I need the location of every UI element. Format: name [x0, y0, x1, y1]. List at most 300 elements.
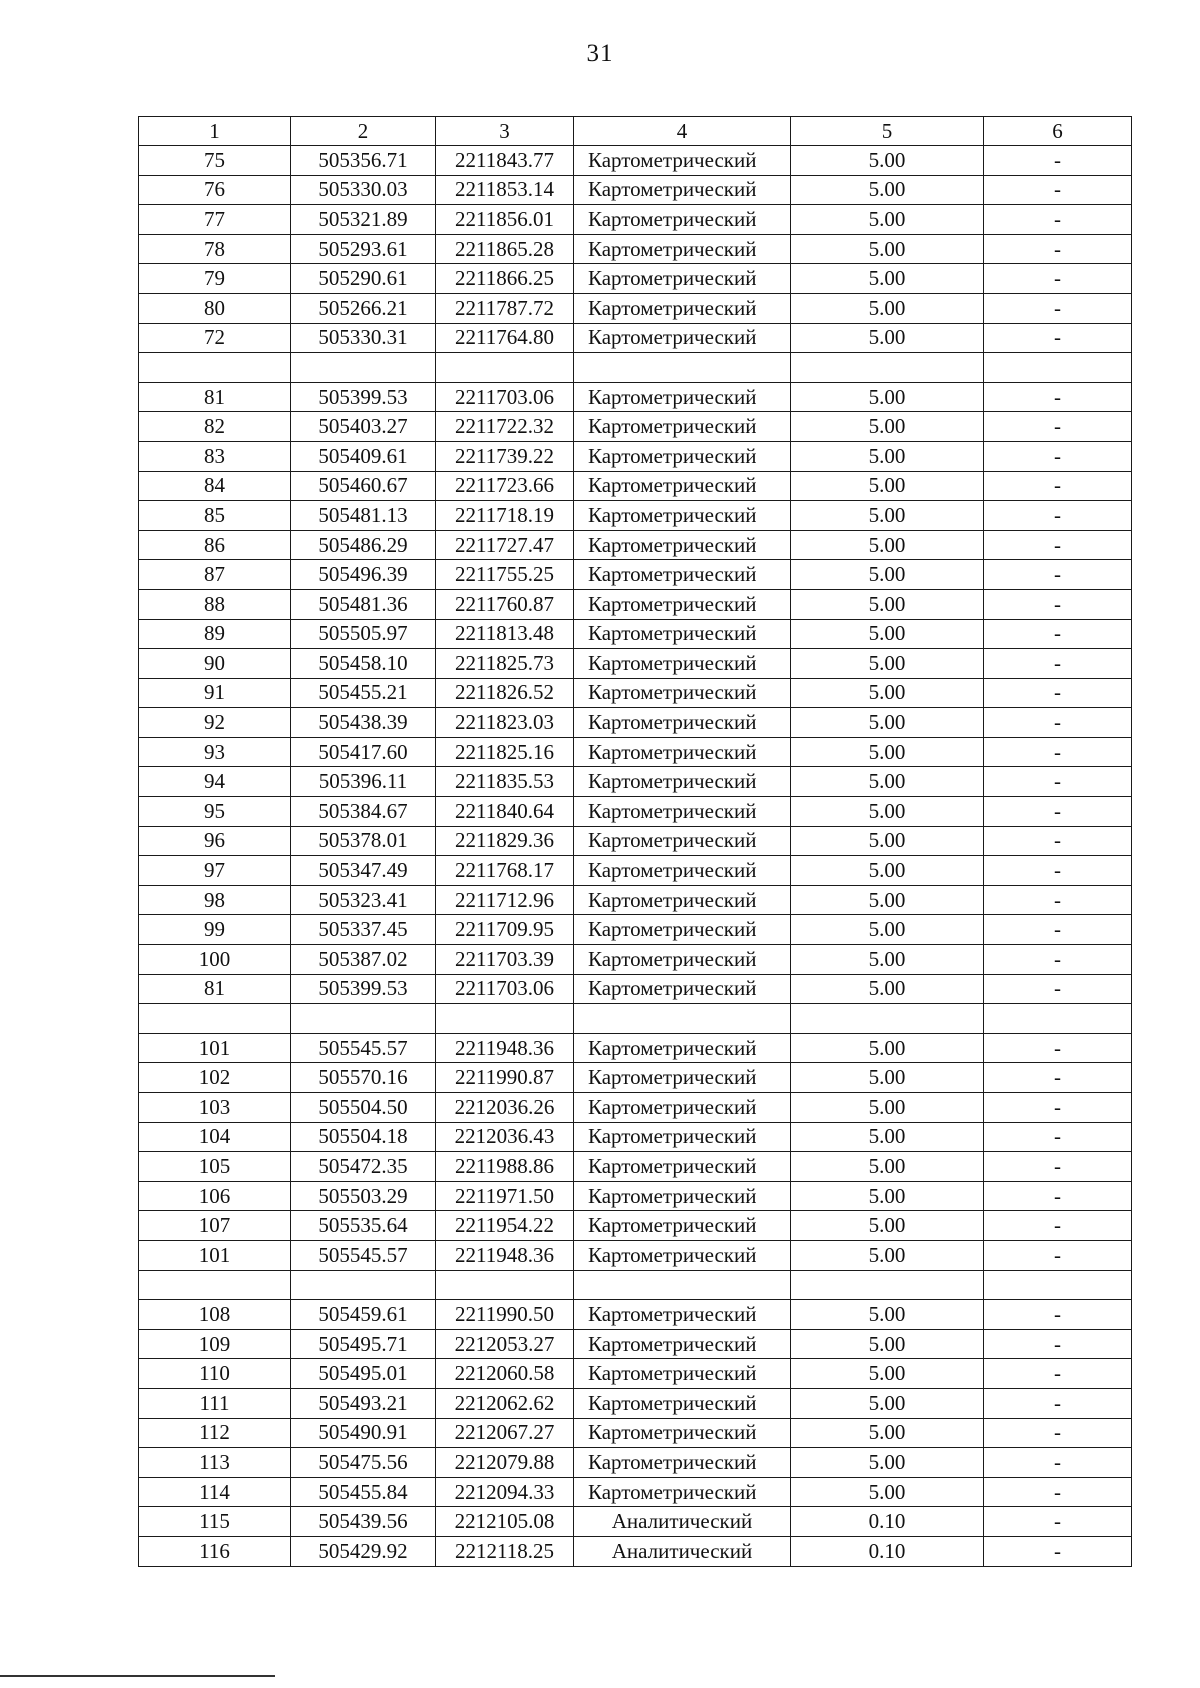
cell-method: Картометрический	[574, 323, 791, 353]
cell-y-coordinate: 2211865.28	[436, 234, 574, 264]
cell-x-coordinate: 505496.39	[291, 560, 436, 590]
cell-note: -	[984, 560, 1132, 590]
table-row	[139, 530, 1132, 560]
cell-point-number: 81	[139, 382, 291, 412]
cell-x-coordinate: 505439.56	[291, 1507, 436, 1537]
cell-note: -	[984, 974, 1132, 1004]
cell-accuracy: 5.00	[791, 1359, 984, 1389]
cell-accuracy	[791, 1270, 984, 1300]
table-row	[139, 1536, 1132, 1566]
cell-y-coordinate: 2212094.33	[436, 1477, 574, 1507]
cell-note: -	[984, 1388, 1132, 1418]
cell-y-coordinate: 2211764.80	[436, 323, 574, 353]
cell-point-number: 78	[139, 234, 291, 264]
cell-method: Картометрический	[574, 1033, 791, 1063]
cell-accuracy: 5.00	[791, 856, 984, 886]
cell-method: Картометрический	[574, 1181, 791, 1211]
cell-point-number	[139, 353, 291, 383]
cell-method: Картометрический	[574, 974, 791, 1004]
cell-accuracy: 0.10	[791, 1536, 984, 1566]
cell-method: Аналитический	[574, 1507, 791, 1537]
cell-point-number: 89	[139, 619, 291, 649]
cell-x-coordinate: 505535.64	[291, 1211, 436, 1241]
cell-note: -	[984, 1448, 1132, 1478]
cell-method: Картометрический	[574, 945, 791, 975]
cell-method: Картометрический	[574, 1477, 791, 1507]
cell-point-number: 83	[139, 441, 291, 471]
cell-note: -	[984, 1211, 1132, 1241]
cell-point-number	[139, 1270, 291, 1300]
cell-method	[574, 1004, 791, 1034]
cell-method: Картометрический	[574, 678, 791, 708]
cell-point-number: 113	[139, 1448, 291, 1478]
cell-note: -	[984, 915, 1132, 945]
cell-x-coordinate: 505495.01	[291, 1359, 436, 1389]
cell-note: -	[984, 205, 1132, 235]
table-row	[139, 264, 1132, 294]
cell-x-coordinate: 505481.13	[291, 501, 436, 531]
cell-y-coordinate: 2212105.08	[436, 1507, 574, 1537]
cell-accuracy: 5.00	[791, 146, 984, 176]
cell-note: -	[984, 1152, 1132, 1182]
cell-y-coordinate	[436, 1004, 574, 1034]
header-cell-6: 6	[984, 117, 1132, 146]
cell-note: -	[984, 264, 1132, 294]
cell-y-coordinate: 2211703.06	[436, 974, 574, 1004]
cell-point-number: 102	[139, 1063, 291, 1093]
cell-point-number: 85	[139, 501, 291, 531]
cell-note: -	[984, 471, 1132, 501]
table-row	[139, 737, 1132, 767]
cell-y-coordinate: 2211948.36	[436, 1240, 574, 1270]
table-row	[139, 293, 1132, 323]
cell-accuracy: 5.00	[791, 1448, 984, 1478]
cell-method: Картометрический	[574, 146, 791, 176]
table-row	[139, 797, 1132, 827]
table-row	[139, 1359, 1132, 1389]
cell-x-coordinate: 505545.57	[291, 1033, 436, 1063]
cell-accuracy: 5.00	[791, 826, 984, 856]
cell-point-number: 106	[139, 1181, 291, 1211]
table-row	[139, 146, 1132, 176]
cell-note: -	[984, 678, 1132, 708]
cell-point-number: 100	[139, 945, 291, 975]
table-row	[139, 1448, 1132, 1478]
cell-y-coordinate	[436, 1270, 574, 1300]
table-row	[139, 1300, 1132, 1330]
cell-point-number: 105	[139, 1152, 291, 1182]
cell-note: -	[984, 1093, 1132, 1123]
cell-method: Картометрический	[574, 797, 791, 827]
cell-note: -	[984, 885, 1132, 915]
cell-point-number: 75	[139, 146, 291, 176]
cell-y-coordinate: 2211727.47	[436, 530, 574, 560]
cell-note: -	[984, 501, 1132, 531]
cell-accuracy: 5.00	[791, 205, 984, 235]
cell-x-coordinate: 505458.10	[291, 649, 436, 679]
cell-method: Картометрический	[574, 1448, 791, 1478]
cell-y-coordinate: 2212053.27	[436, 1329, 574, 1359]
table-separator-row	[139, 353, 1132, 383]
cell-x-coordinate: 505417.60	[291, 737, 436, 767]
cell-x-coordinate: 505387.02	[291, 945, 436, 975]
cell-point-number: 98	[139, 885, 291, 915]
cell-method: Картометрический	[574, 234, 791, 264]
table-row	[139, 1152, 1132, 1182]
cell-y-coordinate: 2211722.32	[436, 412, 574, 442]
cell-accuracy: 5.00	[791, 767, 984, 797]
cell-note: -	[984, 530, 1132, 560]
cell-point-number: 101	[139, 1033, 291, 1063]
cell-point-number: 95	[139, 797, 291, 827]
cell-accuracy: 5.00	[791, 501, 984, 531]
cell-note: -	[984, 737, 1132, 767]
cell-point-number: 97	[139, 856, 291, 886]
cell-accuracy: 5.00	[791, 945, 984, 975]
cell-accuracy: 5.00	[791, 1300, 984, 1330]
cell-accuracy: 5.00	[791, 234, 984, 264]
table-row	[139, 589, 1132, 619]
cell-x-coordinate: 505384.67	[291, 797, 436, 827]
cell-y-coordinate: 2212062.62	[436, 1388, 574, 1418]
cell-point-number	[139, 1004, 291, 1034]
cell-accuracy: 5.00	[791, 619, 984, 649]
cell-note: -	[984, 1033, 1132, 1063]
cell-x-coordinate: 505266.21	[291, 293, 436, 323]
cell-y-coordinate: 2212036.43	[436, 1122, 574, 1152]
cell-point-number: 104	[139, 1122, 291, 1152]
cell-point-number: 79	[139, 264, 291, 294]
cell-method: Картометрический	[574, 826, 791, 856]
cell-point-number: 111	[139, 1388, 291, 1418]
cell-accuracy: 5.00	[791, 678, 984, 708]
cell-point-number: 115	[139, 1507, 291, 1537]
coordinates-table	[138, 116, 1132, 1567]
cell-point-number: 112	[139, 1418, 291, 1448]
cell-y-coordinate: 2211703.39	[436, 945, 574, 975]
table-row	[139, 382, 1132, 412]
cell-y-coordinate: 2211755.25	[436, 560, 574, 590]
page-number: 31	[586, 40, 614, 67]
table-header-row	[139, 117, 1132, 146]
header-cell-4: 4	[574, 117, 791, 146]
cell-point-number: 96	[139, 826, 291, 856]
table-row	[139, 915, 1132, 945]
cell-note	[984, 1270, 1132, 1300]
cell-accuracy: 5.00	[791, 1063, 984, 1093]
table-row	[139, 1240, 1132, 1270]
cell-note: -	[984, 945, 1132, 975]
cell-x-coordinate: 505459.61	[291, 1300, 436, 1330]
table-row	[139, 619, 1132, 649]
cell-note: -	[984, 1507, 1132, 1537]
cell-method: Картометрический	[574, 560, 791, 590]
cell-method	[574, 353, 791, 383]
cell-note: -	[984, 1418, 1132, 1448]
cell-point-number: 99	[139, 915, 291, 945]
cell-x-coordinate: 505570.16	[291, 1063, 436, 1093]
cell-x-coordinate: 505330.31	[291, 323, 436, 353]
cell-note: -	[984, 1181, 1132, 1211]
cell-x-coordinate: 505455.21	[291, 678, 436, 708]
cell-y-coordinate: 2211843.77	[436, 146, 574, 176]
table-row	[139, 1122, 1132, 1152]
cell-accuracy: 5.00	[791, 412, 984, 442]
table-row	[139, 1093, 1132, 1123]
cell-accuracy: 5.00	[791, 1122, 984, 1152]
cell-note: -	[984, 382, 1132, 412]
cell-method: Картометрический	[574, 856, 791, 886]
cell-method: Картометрический	[574, 1063, 791, 1093]
table-row	[139, 1388, 1132, 1418]
cell-x-coordinate: 505490.91	[291, 1418, 436, 1448]
cell-point-number: 107	[139, 1211, 291, 1241]
cell-y-coordinate: 2211856.01	[436, 205, 574, 235]
cell-note: -	[984, 649, 1132, 679]
cell-method: Картометрический	[574, 1152, 791, 1182]
cell-note: -	[984, 589, 1132, 619]
cell-x-coordinate: 505330.03	[291, 175, 436, 205]
footer-rule	[0, 1675, 275, 1677]
cell-point-number: 110	[139, 1359, 291, 1389]
cell-x-coordinate	[291, 1270, 436, 1300]
cell-method: Картометрический	[574, 619, 791, 649]
cell-method: Картометрический	[574, 293, 791, 323]
cell-method: Картометрический	[574, 1122, 791, 1152]
table-row	[139, 1329, 1132, 1359]
cell-y-coordinate: 2212036.26	[436, 1093, 574, 1123]
cell-x-coordinate: 505321.89	[291, 205, 436, 235]
cell-y-coordinate: 2211712.96	[436, 885, 574, 915]
table-row	[139, 1418, 1132, 1448]
cell-y-coordinate: 2211825.16	[436, 737, 574, 767]
cell-method: Картометрический	[574, 501, 791, 531]
cell-note: -	[984, 856, 1132, 886]
cell-point-number: 103	[139, 1093, 291, 1123]
cell-method: Картометрический	[574, 382, 791, 412]
cell-note: -	[984, 412, 1132, 442]
table-row	[139, 323, 1132, 353]
table-row	[139, 175, 1132, 205]
cell-x-coordinate: 505475.56	[291, 1448, 436, 1478]
cell-method: Картометрический	[574, 1093, 791, 1123]
table-row	[139, 767, 1132, 797]
cell-y-coordinate: 2211813.48	[436, 619, 574, 649]
cell-point-number: 92	[139, 708, 291, 738]
header-cell-2: 2	[291, 117, 436, 146]
cell-accuracy	[791, 1004, 984, 1034]
header-cell-5: 5	[791, 117, 984, 146]
cell-accuracy: 5.00	[791, 293, 984, 323]
cell-accuracy: 5.00	[791, 471, 984, 501]
cell-method: Картометрический	[574, 915, 791, 945]
cell-x-coordinate: 505403.27	[291, 412, 436, 442]
cell-note: -	[984, 293, 1132, 323]
cell-x-coordinate: 505399.53	[291, 974, 436, 1004]
cell-y-coordinate: 2211768.17	[436, 856, 574, 886]
cell-x-coordinate: 505290.61	[291, 264, 436, 294]
cell-method: Картометрический	[574, 737, 791, 767]
cell-y-coordinate: 2211826.52	[436, 678, 574, 708]
cell-x-coordinate: 505347.49	[291, 856, 436, 886]
cell-y-coordinate: 2211739.22	[436, 441, 574, 471]
cell-y-coordinate: 2212067.27	[436, 1418, 574, 1448]
cell-x-coordinate: 505399.53	[291, 382, 436, 412]
cell-note: -	[984, 826, 1132, 856]
cell-point-number: 88	[139, 589, 291, 619]
cell-method: Картометрический	[574, 1418, 791, 1448]
table-row	[139, 1477, 1132, 1507]
cell-point-number: 76	[139, 175, 291, 205]
table-row	[139, 1211, 1132, 1241]
cell-x-coordinate: 505481.36	[291, 589, 436, 619]
cell-note	[984, 353, 1132, 383]
cell-x-coordinate: 505545.57	[291, 1240, 436, 1270]
cell-accuracy: 5.00	[791, 560, 984, 590]
cell-accuracy: 5.00	[791, 1093, 984, 1123]
cell-note: -	[984, 619, 1132, 649]
table-row	[139, 1181, 1132, 1211]
cell-accuracy: 5.00	[791, 1211, 984, 1241]
cell-accuracy: 5.00	[791, 264, 984, 294]
cell-y-coordinate: 2211760.87	[436, 589, 574, 619]
cell-accuracy: 5.00	[791, 1240, 984, 1270]
cell-y-coordinate: 2211948.36	[436, 1033, 574, 1063]
cell-method: Картометрический	[574, 530, 791, 560]
table-row	[139, 412, 1132, 442]
cell-x-coordinate	[291, 1004, 436, 1034]
cell-method: Картометрический	[574, 1388, 791, 1418]
cell-note: -	[984, 797, 1132, 827]
table-row	[139, 678, 1132, 708]
cell-point-number: 94	[139, 767, 291, 797]
cell-accuracy: 5.00	[791, 974, 984, 1004]
cell-y-coordinate: 2211971.50	[436, 1181, 574, 1211]
cell-method: Картометрический	[574, 589, 791, 619]
table-row	[139, 1033, 1132, 1063]
cell-note: -	[984, 1536, 1132, 1566]
cell-point-number: 82	[139, 412, 291, 442]
cell-method: Картометрический	[574, 1211, 791, 1241]
cell-x-coordinate: 505337.45	[291, 915, 436, 945]
cell-point-number: 101	[139, 1240, 291, 1270]
cell-y-coordinate: 2211787.72	[436, 293, 574, 323]
cell-note: -	[984, 708, 1132, 738]
cell-x-coordinate: 505460.67	[291, 471, 436, 501]
cell-y-coordinate: 2211825.73	[436, 649, 574, 679]
cell-x-coordinate: 505409.61	[291, 441, 436, 471]
cell-note: -	[984, 1122, 1132, 1152]
cell-y-coordinate: 2211703.06	[436, 382, 574, 412]
cell-y-coordinate: 2211990.87	[436, 1063, 574, 1093]
cell-accuracy: 5.00	[791, 589, 984, 619]
cell-accuracy: 0.10	[791, 1507, 984, 1537]
cell-accuracy: 5.00	[791, 737, 984, 767]
cell-note: -	[984, 1240, 1132, 1270]
cell-point-number: 84	[139, 471, 291, 501]
cell-y-coordinate: 2211866.25	[436, 264, 574, 294]
cell-method: Картометрический	[574, 708, 791, 738]
cell-point-number: 114	[139, 1477, 291, 1507]
table-row	[139, 856, 1132, 886]
cell-accuracy: 5.00	[791, 1152, 984, 1182]
cell-note: -	[984, 1329, 1132, 1359]
cell-note: -	[984, 1359, 1132, 1389]
cell-x-coordinate: 505438.39	[291, 708, 436, 738]
cell-note: -	[984, 1063, 1132, 1093]
cell-point-number: 109	[139, 1329, 291, 1359]
cell-method: Картометрический	[574, 205, 791, 235]
table-row	[139, 826, 1132, 856]
cell-accuracy: 5.00	[791, 175, 984, 205]
cell-accuracy: 5.00	[791, 1418, 984, 1448]
cell-accuracy	[791, 353, 984, 383]
cell-accuracy: 5.00	[791, 323, 984, 353]
cell-accuracy: 5.00	[791, 441, 984, 471]
cell-method: Картометрический	[574, 1300, 791, 1330]
table-separator-row	[139, 1270, 1132, 1300]
cell-method	[574, 1270, 791, 1300]
cell-x-coordinate: 505504.18	[291, 1122, 436, 1152]
cell-method: Картометрический	[574, 1359, 791, 1389]
cell-x-coordinate: 505293.61	[291, 234, 436, 264]
cell-point-number: 91	[139, 678, 291, 708]
table-row	[139, 234, 1132, 264]
cell-note: -	[984, 441, 1132, 471]
table-row	[139, 560, 1132, 590]
cell-x-coordinate: 505323.41	[291, 885, 436, 915]
cell-y-coordinate: 2211718.19	[436, 501, 574, 531]
cell-method: Картометрический	[574, 649, 791, 679]
cell-point-number: 108	[139, 1300, 291, 1330]
cell-method: Картометрический	[574, 767, 791, 797]
cell-point-number: 90	[139, 649, 291, 679]
table-row	[139, 885, 1132, 915]
header-cell-1: 1	[139, 117, 291, 146]
table-row	[139, 974, 1132, 1004]
cell-point-number: 72	[139, 323, 291, 353]
cell-y-coordinate: 2211835.53	[436, 767, 574, 797]
cell-point-number: 116	[139, 1536, 291, 1566]
cell-method: Картометрический	[574, 1240, 791, 1270]
cell-y-coordinate: 2212118.25	[436, 1536, 574, 1566]
cell-accuracy: 5.00	[791, 1477, 984, 1507]
cell-point-number: 86	[139, 530, 291, 560]
cell-note: -	[984, 323, 1132, 353]
cell-method: Картометрический	[574, 412, 791, 442]
cell-x-coordinate: 505486.29	[291, 530, 436, 560]
header-cell-3: 3	[436, 117, 574, 146]
cell-x-coordinate: 505356.71	[291, 146, 436, 176]
cell-accuracy: 5.00	[791, 1181, 984, 1211]
cell-point-number: 81	[139, 974, 291, 1004]
cell-y-coordinate: 2211954.22	[436, 1211, 574, 1241]
cell-x-coordinate	[291, 353, 436, 383]
cell-method: Картометрический	[574, 441, 791, 471]
cell-x-coordinate: 505396.11	[291, 767, 436, 797]
cell-x-coordinate: 505505.97	[291, 619, 436, 649]
cell-y-coordinate: 2211823.03	[436, 708, 574, 738]
cell-x-coordinate: 505472.35	[291, 1152, 436, 1182]
cell-x-coordinate: 505493.21	[291, 1388, 436, 1418]
cell-accuracy: 5.00	[791, 1033, 984, 1063]
coordinates-table-body	[139, 117, 1132, 1567]
cell-note: -	[984, 1477, 1132, 1507]
cell-method: Картометрический	[574, 1329, 791, 1359]
table-separator-row	[139, 1004, 1132, 1034]
table-row	[139, 205, 1132, 235]
table-row	[139, 441, 1132, 471]
